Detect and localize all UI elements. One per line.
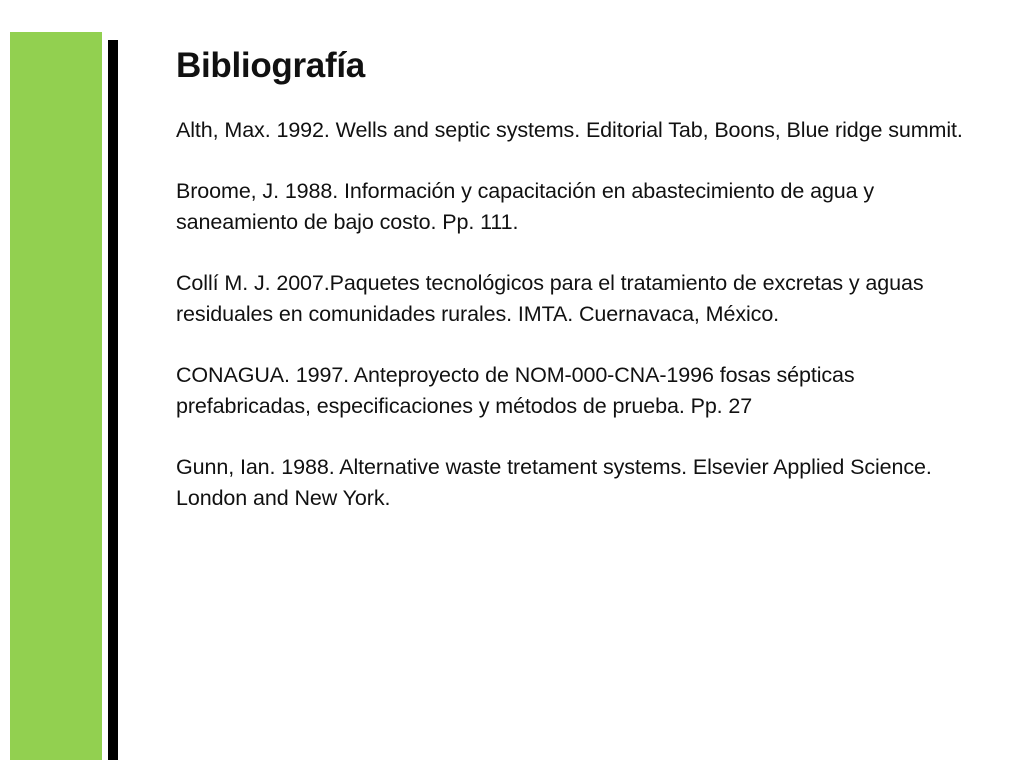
bibliography-entry: Gunn, Ian. 1988. Alternative waste tretament systems. Elsevier Applied Science. London and New York. [176, 455, 932, 510]
bibliography-entry: Collí M. J. 2007.Paquetes tecnológicos para el tratamiento de excretas y aguas residuales en comunidades rurales. IMTA. Cuernavaca, México. [176, 271, 924, 326]
bibliography-entry: Alth, Max. 1992. Wells and septic systems. Editorial Tab, Boons, Blue ridge summit. [176, 118, 963, 142]
green-accent-bar [10, 32, 102, 760]
slide-title: Bibliografía [176, 46, 365, 85]
bibliography-entry: CONAGUA. 1997. Anteproyecto de NOM-000-CNA-1996 fosas sépticas prefabricadas, especificaciones y métodos de prueba. Pp. 27 [176, 363, 855, 418]
bibliography-list [176, 115, 966, 544]
bibliography-entry: Broome, J. 1988. Información y capacitación en abastecimiento de agua y saneamiento de bajo costo. Pp. 111. [176, 179, 875, 234]
black-divider-bar [108, 40, 118, 760]
